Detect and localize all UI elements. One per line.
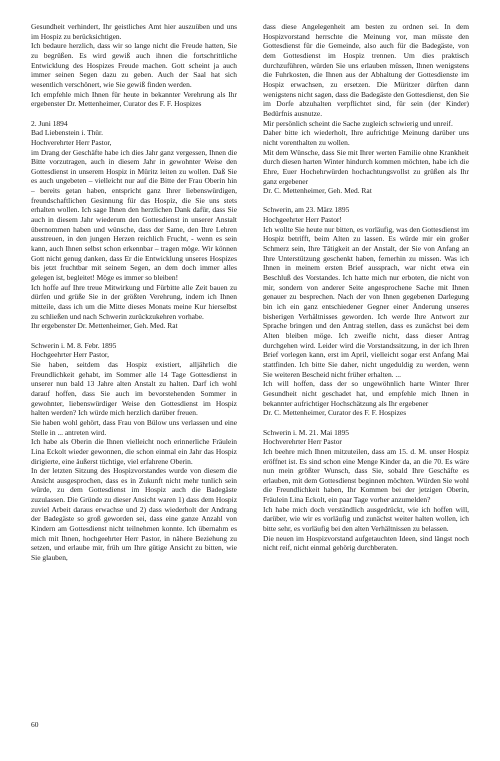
paragraph: Sie haben, seitdem das Hospiz existiert, alljährlich die Freundlichkeit gehabt, im Sommer alle 14 Tage Gottesdienst in unserer nun bald 13 Jahre alten Anstalt zu halten. Darf ich wohl darauf hoffen, dass Sie auch im bevorstehenden Sommer in gewohnter, liebenswürdiger Weise den Gottesdienst im Hospiz halten werden? Ich würde mich herzlich darüber freuen. — [31, 359, 237, 418]
paragraph: 2. Juni 1894 — [31, 118, 68, 128]
page-number: 60 — [31, 720, 39, 729]
left-letter-block — [31, 119, 237, 331]
right-column — [263, 22, 469, 553]
paragraph: Schwerin i. M. 21. Mai 1895 — [263, 427, 349, 437]
paragraph: Ich habe mich doch verständlich ausgedrückt, wie ich hoffen will, darüber, wie wir es vorläufig und zunächst weiter halten wollen, ich bitte sehr, es vorläufig bei den alten Verhältnissen zu belassen. — [263, 504, 469, 534]
paragraph: Ihr ergebenster Dr. Mettenheimer, Geh. Med. Rat — [31, 321, 178, 331]
paragraph: Sie haben wohl gehört, dass Frau von Bülow uns verlassen und eine Stelle in ... antreten wird. — [31, 417, 237, 437]
paragraph: In der letzten Sitzung des Hospizvorstandes wurde von diesem die Ansicht ausgesprochen, dass es in Zukunft nicht mehr tunlich sein würde, zu dem Gottesdienst im Hospiz auch die Badegäste zuzulassen. Die Gründe zu dieser Ansicht waren 1) dass dem Hospiz zuviel Arbeit daraus erwachse und 2) dass wiederholt der Andrang der Badegäste so groß geworden sei, dass eine ganze Anzahl von Kindern am Gottesdienst nicht teilnehmen konnte. Ich übernahm es mich mit Ihnen, hochgeehrter Herr Pastor, in nähere Beziehung zu setzen, und erlaube mir, früh um Ihre gütige Ansicht zu bitten, wie Sie glauben, — [31, 466, 237, 563]
right-letter-block — [263, 428, 469, 554]
paragraph: Hochverehrter Herr Pastor — [263, 437, 342, 447]
paragraph: Ich habe als Oberin die Ihnen vielleicht noch erinnerliche Fräulein Lina Eckolt wieder gewonnen, die schon einmal ein Jahr das Hospiz dirigierte, eine äußerst tüchtige, viel erfahrene Oberin. — [31, 437, 237, 466]
paragraph: Hochgeehrter Herr Pastor, — [31, 350, 109, 360]
paragraph: Schwerin, am 23. März 1895 — [263, 205, 350, 215]
paragraph: Die neuen im Hospizvorstand aufgetauchten Ideen, sind längst noch nicht reif, nicht einmal gehörig durchberaten. — [263, 533, 469, 553]
left-column — [31, 22, 237, 563]
paragraph: Ich will hoffen, dass der so ungewöhnlich harte Winter Ihrer Gesundheit nicht geschadet hat, und empfehle mich Ihnen in bekannter aufrichtiger Hochschätzung als Ihr ergebener — [263, 379, 469, 408]
paragraph: Hochverehrter Herr Pastor, — [31, 137, 112, 147]
right-letter-block — [263, 22, 469, 196]
paragraph: Ich beehre mich Ihnen mitzuteilen, dass am 15. d. M. unser Hospiz eröffnet ist. Es sind schon eine Menge Kinder da, an die 70. Es wäre nun mein größter Wunsch, dass Sie, sobald Ihre Geschäfte es erlauben, mit dem Gottesdienst beginnen möchten. Würden Sie wohl die Freundlichkeit haben, Ihr Kommen bei der jetzigen Oberin, Fräulein Lina Eckolt, ein paar Tage vorher anzumelden? — [263, 446, 469, 505]
left-letter-block — [31, 341, 237, 563]
paragraph: Dr. C. Mettenheimer, Curator des F. F. Hospizes — [263, 408, 407, 418]
paragraph: Dr. C. Mettenheimer, Geh. Med. Rat — [263, 186, 372, 196]
paragraph: Ich wollte Sie heute nur bitten, es vorläufig, was den Gottesdienst im Hospiz betrifft, beim Alten zu lassen. Es würde mir ein großer Schmerz sein, Ihre Tätigkeit an der Anstalt, der Sie von Anfang an Ihre Unterstützung geschenkt haben, fernerhin zu missen. Was ich Ihnen in meinem ersten Brief aussprach, war nicht etwa ein Beschluß des Vorstandes. Ich hatte mich nur erboten, die nicht von mir, sondern von anderer Seite angesprochene Sache mit Ihnen genauer zu besprechen. Nach der von Ihnen gegebenen Darlegung bin ich ein ganz entschiedener Gegner einer Änderung unseres bisherigen Verhältnisses geworden. Ich werde Ihre Antwort zur Sprache bringen und den Antrag stellen, dass es zunächst bei dem Alten bleiben möge. Ich zweifle nicht, dass dieser Antrag durchgehen wird. Leider wird die Vorstandssitzung, in der ich Ihren Brief vorlegen kann, erst im April, vielleicht sogar erst Anfang Mai stattfinden. Ich bitte Sie daher, nicht ungeduldig zu werden, wenn Sie weiteren Bescheid nicht früher erhalten. ... — [263, 224, 469, 379]
right-letter-block — [263, 205, 469, 417]
paragraph: im Drang der Geschäfte habe ich dies Jahr ganz vergessen, Ihnen die Bitte vorzutragen, auch in diesem Jahr in gewohnter Weise den Gottesdienst in unserem Hospiz in Müritz leiten zu wollen. Daß Sie es auch ungebeten – vielleicht nur auf die Bitte der Frau Oberin hin – bereits getan haben, entspricht ganz Ihrer liebenswürdigen, freundschaftlichen Gesinnung für das Hospiz, die Sie uns stets erhalten wollen. Ich sage Ihnen den herzlichen Dank dafür, dass Sie auch in diesem Jahr wiederum den Gottesdienst in unserer Anstalt übernommen haben und wünsche, dass der Same, den Ihre Lehren ausstreuen, in den jungen Herzen reichlich Frucht, - wenn es sein kann, auch Ihnen selbst schon erkennbar – tragen möge. Wir können Gott nicht genug danken, dass Er die Entwicklung unseres Hospizes bis jetzt fruchtbar mit seinem Segen, an dem doch immer alles gelegen ist, begleitet! Möge es immer so bleiben! — [31, 147, 237, 283]
paragraph: Ich bedaure herzlich, dass wir so lange nicht die Freude hatten, Sie zu begrüßen. Es wird gewiß auch ihnen die fortschrittliche Entwicklung des Hospizes Freude machen. Gott scheint ja auch immer seinen Segen dazu zu geben. Auch der Saal hat sich wesentlich verschönert, wie Sie gewiß finden werden. — [31, 41, 237, 89]
paragraph: Ich empfehle mich Ihnen für heute in bekannter Verehrung als Ihr ergebenster Dr. Mettenheimer, Curator des F. F. Hospizes — [31, 89, 237, 109]
paragraph: Gesundheit verhindert, Ihr geistliches Amt hier auszuüben und uns im Hospiz zu berücksichtigen. — [31, 22, 237, 41]
paragraph: Hochgeehrter Herr Pastor! — [263, 215, 342, 225]
paragraph: Bad Liebenstein i. Thür. — [31, 128, 103, 138]
paragraph: Mir persönlich scheint die Sache zugleich schwierig und unreif. — [263, 118, 453, 128]
left-letter-block — [31, 22, 237, 109]
paragraph: Mit dem Wünsche, dass Sie mit Ihrer werten Familie ohne Krankheit durch diesen harten Winter hindurch kommen möchten, habe ich die Ehre, Euer Hochehrwürden hochachtungsvollst zu grüßen als Ihr ganz ergebener — [263, 147, 469, 186]
paragraph: Schwerin i. M. 8. Febr. 1895 — [31, 340, 117, 350]
paragraph: dass diese Angelegenheit am besten zu ordnen sei. In dem Hospizvorstand herrschte die Meinung vor, man müsste den Gottesdienst für die Gemeinde, also auch für die Badegäste, von dem Gottesdienst im Hospiz trennen. Um dies praktisch durchzuführen, würden Sie uns erlauben müssen, Ihnen wenigstens die Fuhrkosten, die Ihnen aus der Abhaltung der Gottesdienste im Hospiz erwachsen, zu ersetzen. Die Müritzer dürften dann wenigstens nicht sagen, dass die Badegäste den Gottesdienst, den Sie im Dorfe abzuhalten verpflichtet sind, für sein (der Kinder) Bedürfnis ausnutze. — [263, 22, 469, 118]
paragraph: Daher bitte ich wiederholt, Ihre aufrichtige Meinung darüber uns nicht vorenthalten zu wollen. — [263, 128, 469, 147]
paragraph: Ich hoffe auf Ihre treue Mitwirkung und Fürbitte alle Zeit bauen zu dürfen und grüße Sie in der größten Verehrung, indem ich Ihnen mitteile, dass ich um die Mitte dieses Monats meine Kur hierselbst zu schließen und nach Schwerin zurückzukehren vorhabe. — [31, 282, 237, 321]
